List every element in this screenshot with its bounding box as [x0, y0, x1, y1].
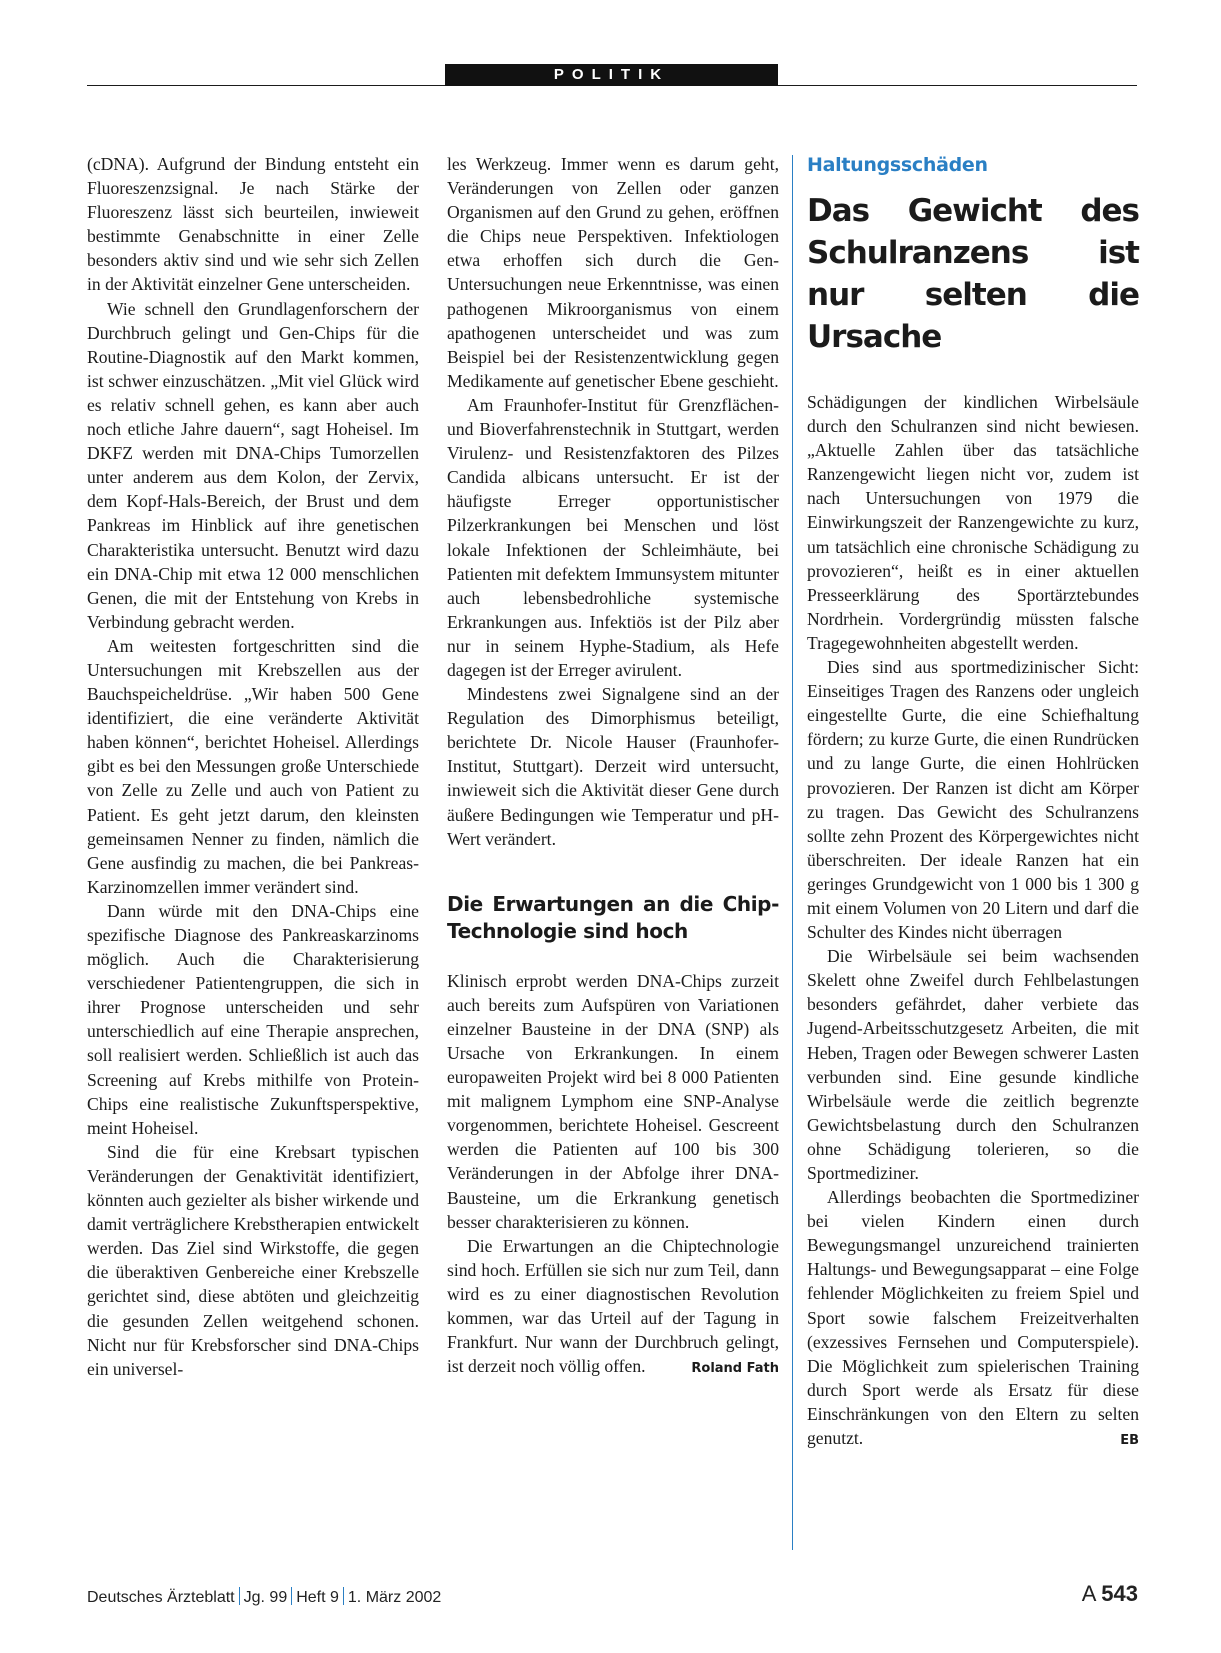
paragraph: les Werkzeug. Immer wenn es darum geht, Veränderungen von Zellen oder ganzen Organismen auf den Grund zu gehen, eröffnen die Chips neue Perspektiven. Infektiologen etwa erhoffen sich durch die Gen-Untersuchungen neue Erkenntnisse, was einen pathogenen Mikroorganismus von einem apathogenen unterscheidet und was zum Beispiel bei der Resistenzentwicklung gegen Medikamente auf genetischer Ebene geschieht. — [447, 154, 779, 391]
issue: Heft 9 — [296, 1589, 339, 1606]
author-credit: Roland Fath — [691, 1361, 779, 1377]
footer-divider — [239, 1587, 240, 1605]
paragraph: Klinisch erprobt werden DNA-Chips zurzeit auch bereits zum Aufspüren von Variationen einzelner Bausteine in der DNA (SNP) als Ursache von Erkrankungen. In einem europaweiten Projekt wird bei 8 000 Patienten mit malignem Lymphom eine SNP-Analyse vorgenommen, berichtete Hoheisel. Gescreent werden die Patienten auf 100 bis 300 Veränderungen in der Abfolge ihrer DNA-Bausteine, um die Erkrankung genetisch besser charakterisieren zu können. — [447, 970, 779, 1232]
paragraph — [447, 1234, 779, 1379]
paragraph: Mindestens zwei Signalgene sind an der Regulation des Dimorphismus beteiligt, berichtete Dr. Nicole Hauser (Fraunhofer-Institut, Stuttgart). Derzeit wird untersucht, inwieweit sich die Aktivität dieser Gene durch äußere Bedingungen wie Temperatur und pH-Wert verändert. — [447, 684, 779, 849]
paragraph: (cDNA). Aufgrund der Bindung entsteht ein Fluoreszenzsignal. Je nach Stärke der Fluoreszenz lässt sich beurteilen, inwieweit bestimmte Genabschnitte in einer Zelle besonders aktiv sind und wie sehr sich Zellen in der Aktivität einzelner Gene unterscheiden. — [87, 154, 419, 295]
footer-divider — [343, 1587, 344, 1605]
column-1 — [87, 152, 419, 1381]
column-3 — [807, 152, 1139, 1453]
paragraph-text: Die Erwartungen an die Chiptechnologie sind hoch. Erfüllen sie sich nur zum Teil, dann wird es zu einer diagnostischen Revolution kommen, war das Urteil auf der Tagung in Frankfurt. Nur wann der Durchbruch gelingt, ist derzeit noch völlig offen. — [447, 1235, 779, 1377]
page-number — [1082, 1581, 1138, 1607]
date: 1. März 2002 — [347, 1589, 442, 1606]
paragraph: Wie schnell den Grundlagenforschern der Durchbruch gelingt und Gen-Chips für die Routine-Diagnostik auf den Markt kommen, ist schwer einzuschätzen. „Mit viel Glück wird es relativ schnell gehen, es kann aber auch noch etliche Jahre dauern“, sagt Hoheisel. Im DKFZ werden mit DNA-Chips Tumorzellen unter anderem aus dem Kolon, der Zervix, dem Kopf-Hals-Bereich, der Brust und dem Pankreas im Hinblick auf ihre genetischen Charakteristika untersucht. Benutzt wird dazu ein DNA-Chip mit etwa 12 000 menschlichen Genen, die mit der Entstehung von Krebs in Verbindung gebracht werden. — [87, 298, 419, 632]
column-2 — [447, 152, 779, 1381]
paragraph: Dann würde mit den DNA-Chips eine spezifische Diagnose des Pankreaskarzinoms möglich. Auch die Charakterisierung verschiedener Patientengruppen, die sich in ihrer Prognose unterscheiden und sehr unterschiedlich auf eine Therapie ansprechen, soll realisiert werden. Schließlich ist auch das Screening auf Krebs mithilfe von Protein-Chips eine realistische Zukunftsperspektive, meint Hoheisel. — [87, 900, 419, 1138]
footer-divider — [291, 1587, 292, 1605]
footer — [87, 1587, 441, 1607]
author-credit: EB — [1120, 1433, 1139, 1449]
page-number-value: 543 — [1101, 1581, 1138, 1606]
page-prefix: A — [1081, 1581, 1096, 1606]
journal-name: Deutsches Ärzteblatt — [87, 1589, 235, 1606]
subheading: Die Erwartungen an die Chip-Technologie sind hoch — [447, 891, 779, 943]
headline: Das Gewicht des Schulranzens ist nur selten die Ursache — [807, 193, 1139, 355]
kicker: Haltungsschäden — [807, 154, 988, 176]
paragraph: Am Fraunhofer-Institut für Grenzflächen- und Bioverfahrenstechnik in Stuttgart, werden Virulenz- und Resistenzfaktoren des Pilzes Candida albicans untersucht. Er ist der häufigste Erreger opportunistischer Pilzerkrankungen bei Menschen und löst lokale Infektionen der Schleimhäute, bei Patienten mit defektem Immunsystem mitunter auch lebensbedrohliche systemische Erkrankungen aus. Infektiös ist der Pilz aber nur in seinem Hyphe-Stadium, als Hefe dagegen ist der Erreger avirulent. — [447, 394, 779, 680]
paragraph: Schädigungen der kindlichen Wirbelsäule durch den Schulranzen sind nicht bewiesen. „Aktuelle Zahlen über das tatsächliche Ranzengewicht liegen nicht vor, zudem ist nach Untersuchungen von 1979 die Einwirkungszeit der Ranzengewichte zu kurz, um tatsächlich eine chronische Schädigung zu provozieren“, heißt es in einer aktuellen Presseerklärung des Sportärztebundes Nordrhein. Vordergründig müssten falsche Tragegewohnheiten abgestellt werden. — [807, 392, 1139, 653]
volume: Jg. 99 — [243, 1589, 288, 1606]
section-label: POLITIK — [445, 64, 778, 86]
paragraph: Die Wirbelsäule sei beim wachsenden Skelett ohne Zweifel durch Fehlbelastungen besonders gefährdet, daher verbiete das Jugend-Arbeitsschutzgesetz Arbeiten, die mit Heben, Tragen oder Bewegen schwerer Lasten verbunden sind. Eine gesunde kindliche Wirbelsäule werde die zeitlich begrenzte Gewichtsbelastung durch den Schulranzen ohne Schädigung tolerieren, so die Sportmediziner. — [807, 946, 1139, 1183]
paragraph-text: Allerdings beobachten die Sportmediziner bei vielen Kindern einen durch Bewegungsmangel unzureichend trainierten Haltungs- und Bewegungsapparat – eine Folge fehlender Möglichkeiten zu freiem Spiel und Sport sowie falschem Freizeitverhalten (exzessives Fernsehen und Computerspiele). Die Möglichkeit zum spielerischen Training durch Sport werde als Ersatz für diese Einschränkungen von den Eltern zu selten genutzt. — [807, 1187, 1139, 1449]
paragraph: Am weitesten fortgeschritten sind die Untersuchungen mit Krebszellen aus der Bauchspeicheldrüse. „Wir haben 500 Gene identifiziert, die eine veränderte Aktivität haben können“, berichtet Hoheisel. Allerdings gibt es bei den Messungen große Unterschiede von Zelle zu Zelle und auch von Patient zu Patient. Es geht jetzt darum, den kleinsten gemeinsamen Nenner zu finden, nämlich die Gene ausfindig zu machen, die bei Pankreas-Karzinomzellen immer verändert sind. — [87, 635, 419, 897]
paragraph: Dies sind aus sportmedizinischer Sicht: Einseitiges Tragen des Ranzens oder ungleich eingestellte Gurte, die eine Schiefhaltung fördern; zu kurze Gurte, die einen Rundrücken und zu lange Gurte, die einen Hohlrücken provozieren. Der Ranzen ist dicht am Körper zu tragen. Das Gewicht des Schulranzens sollte zehn Prozent des Körpergewichtes nicht überschreiten. Der ideale Ranzen hat ein geringes Grundgewicht von 1 000 bis 1 300 g mit einem Volumen von 20 Litern und darf die Schulter des Kindes nicht überragen — [807, 657, 1139, 943]
paragraph — [807, 1185, 1139, 1450]
column-divider — [792, 155, 793, 1550]
paragraph: Sind die für eine Krebsart typischen Veränderungen der Genaktivität identifiziert, könnten auch gezielter als bisher wirkende und damit verträglichere Krebstherapien entwickelt werden. Das Ziel sind Wirkstoffe, die gegen die überaktiven Genbereiche einer Krebszelle gerichtet sind, diese abtöten und gleichzeitig die gesunden Zellen weitgehend schonen. Nicht nur für Krebsforscher sind DNA-Chips ein universel- — [87, 1141, 419, 1379]
